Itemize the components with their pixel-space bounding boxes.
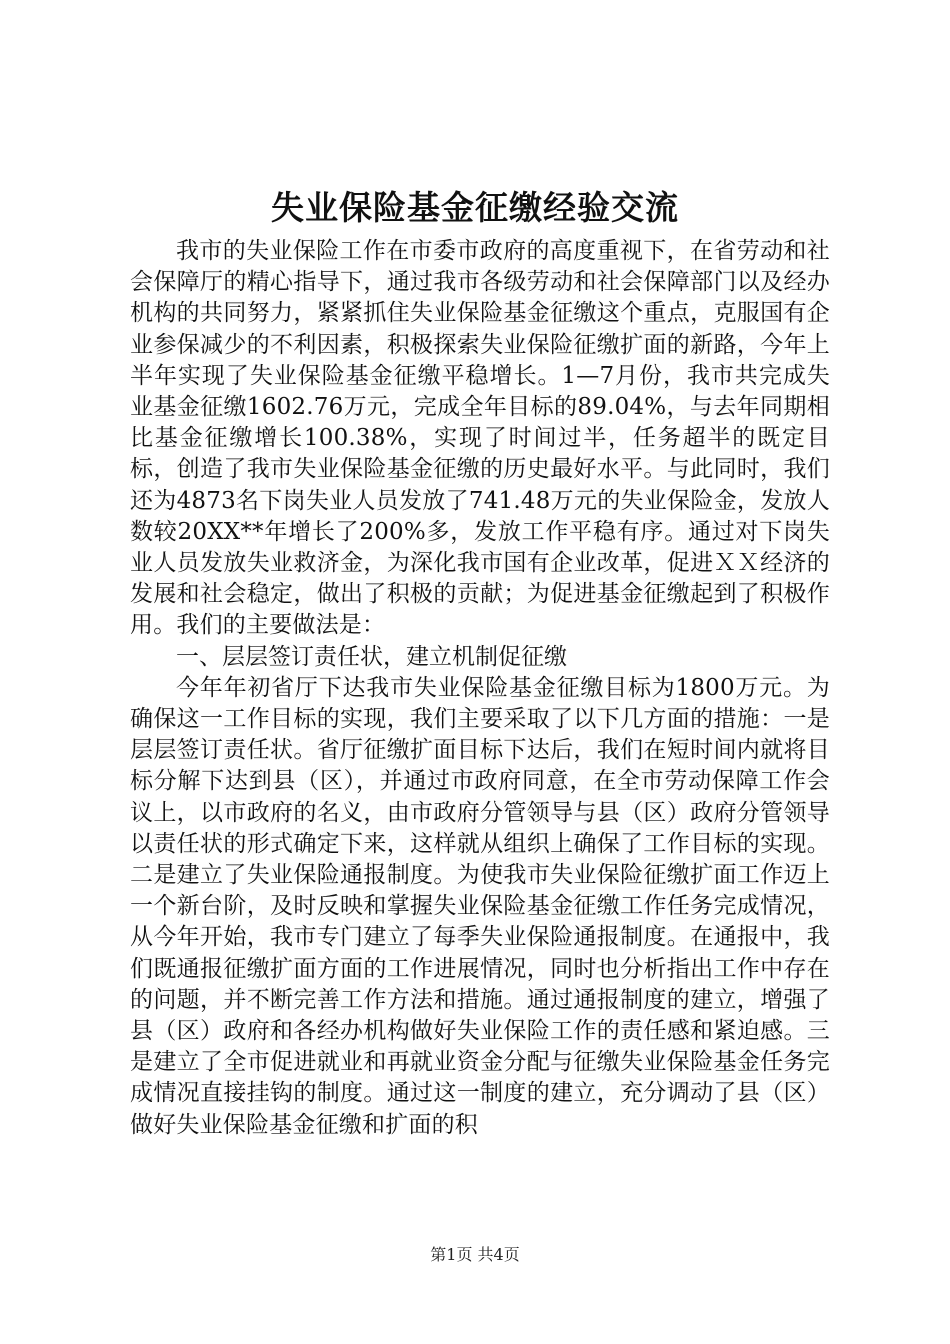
intro-paragraph: 我市的失业保险工作在市委市政府的高度重视下，在省劳动和社会保障厅的精心指导下，通过我市各级劳动和社会保障部门以及经办机构的共同努力，紧紧抓住失业保险基金征缴这个重点，克服国有企业参保减少的不利因素，积极探索失业保险征缴扩面的新路，今年上半年实现了失业保险基金征缴平稳增长。1—7月份，我市共完成失业基金征缴1602.76万元，完成全年目标的89.04%，与去年同期相比基金征缴增长100.38%，实现了时间过半，任务超半的既定目标，创造了我市失业保险基金征缴的历史最好水平。与此同时，我们还为4873名下岗失业人员发放了741.48万元的失业保险金，发放人数较20XX**年增长了200%多，发放工作平稳有序。通过对下岗失业人员发放失业救济金，为深化我市国有企业改革，促进ＸＸ经济的发展和社会稳定，做出了积极的贡献；为促进基金征缴起到了积极作用。我们的主要做法是： (130, 238, 830, 639)
page-footer: 第1页 共4页 (430, 1245, 520, 1264)
section-1-paragraph: 今年年初省厅下达我市失业保险基金征缴目标为1800万元。为确保这一工作目标的实现，我们主要采取了以下几方面的措施：一是层层签订责任状。省厅征缴扩面目标下达后，我们在短时间内就将目标分解下达到县（区），并通过市政府同意，在全市劳动保障工作会议上，以市政府的名义，由市政府分管领导与县（区）政府分管领导以责任状的形式确定下来，这样就从组织上确保了工作目标的实现。二是建立了失业保险通报制度。为使我市失业保险征缴扩面工作迈上一个新台阶，及时反映和掌握失业保险基金征缴工作任务完成情况，从今年开始，我市专门建立了每季失业保险通报制度。在通报中，我们既通报征缴扩面方面的工作进展情况，同时也分析指出工作中存在的问题，并不断完善工作方法和措施。通过通报制度的建立，增强了县（区）政府和各经办机构做好失业保险工作的责任感和紧迫感。三是建立了全市促进就业和再就业资金分配与征缴失业保险基金任务完成情况直接挂钩的制度。通过这一制度的建立，充分调动了县（区）做好失业保险基金征缴和扩面的积 (130, 674, 830, 1138)
document-body (130, 236, 830, 1141)
document-title: 失业保险基金征缴经验交流 (271, 188, 679, 227)
section-heading-1: 一、层层签订责任状，建立机制促征缴 (176, 643, 567, 670)
